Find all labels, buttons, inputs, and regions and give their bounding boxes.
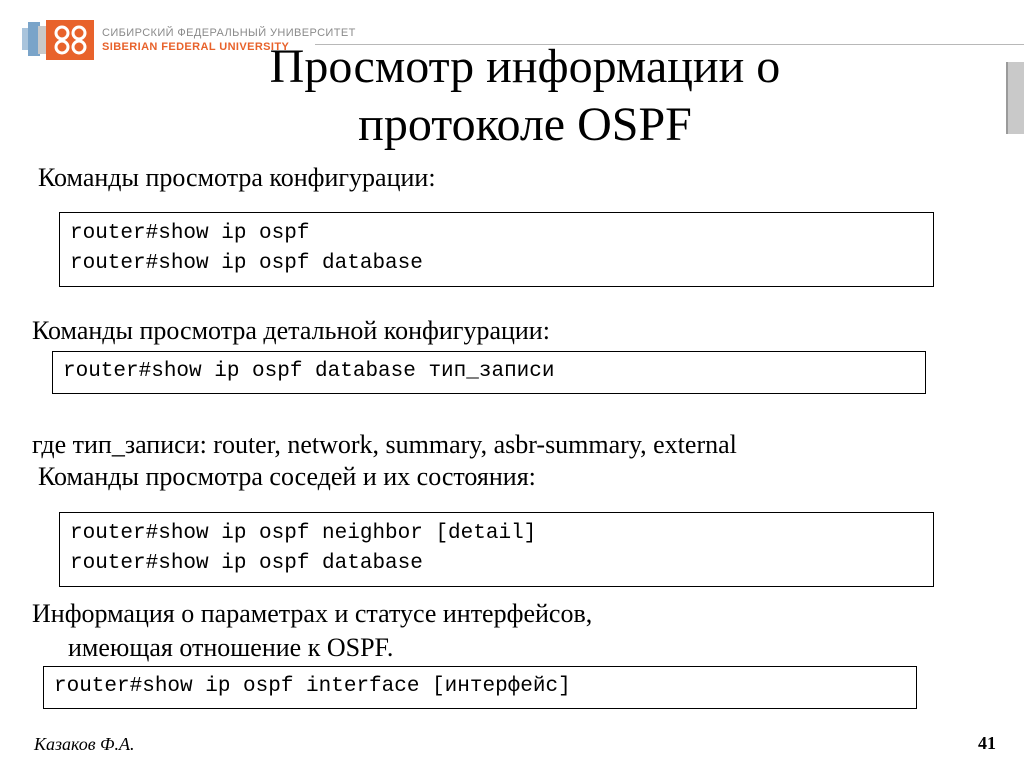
footer-author: Казаков Ф.А. xyxy=(34,734,135,754)
side-decoration xyxy=(1006,62,1024,134)
record-type-note: где тип_записи: router, network, summary, asbr-summary, external xyxy=(32,430,737,459)
command-line: router#show ip ospf database xyxy=(70,552,423,575)
command-box-detailed xyxy=(52,351,926,394)
command-box-neighbors xyxy=(59,512,934,587)
slide-title-line1: Просмотр информации о xyxy=(269,40,781,93)
section-heading-detailed: Команды просмотра детальной конфигурации: xyxy=(32,316,550,345)
command-line: router#show ip ospf xyxy=(70,222,310,245)
command-line: router#show ip ospf database тип_записи xyxy=(63,360,555,383)
section-heading-config: Команды просмотра конфигурации: xyxy=(38,163,436,192)
section-heading-interfaces: Информация о параметрах и статусе интерфейсов, xyxy=(32,599,593,628)
logo-text-en: SIBERIAN FEDERAL UNIVERSITY xyxy=(102,41,290,53)
command-line: router#show ip ospf neighbor [detail] xyxy=(70,522,537,545)
university-emblem-icon xyxy=(22,18,96,62)
logo-text-ru: СИБИРСКИЙ ФЕДЕРАЛЬНЫЙ УНИВЕРСИТЕТ xyxy=(102,27,356,39)
slide-title xyxy=(150,38,900,154)
command-line: router#show ip ospf interface [интерфейс] xyxy=(54,675,571,698)
section-heading-neighbors: Команды просмотра соседей и их состояния: xyxy=(38,462,536,491)
section-heading-interfaces-cont: имеющая отношение к OSPF. xyxy=(68,633,394,662)
command-box-interfaces xyxy=(43,666,917,709)
slide-title-line2: протоколе OSPF xyxy=(358,98,692,151)
command-box-config xyxy=(59,212,934,287)
page-number: 41 xyxy=(978,733,996,753)
side-decoration-edge xyxy=(1006,62,1008,134)
command-line: router#show ip ospf database xyxy=(70,252,423,275)
